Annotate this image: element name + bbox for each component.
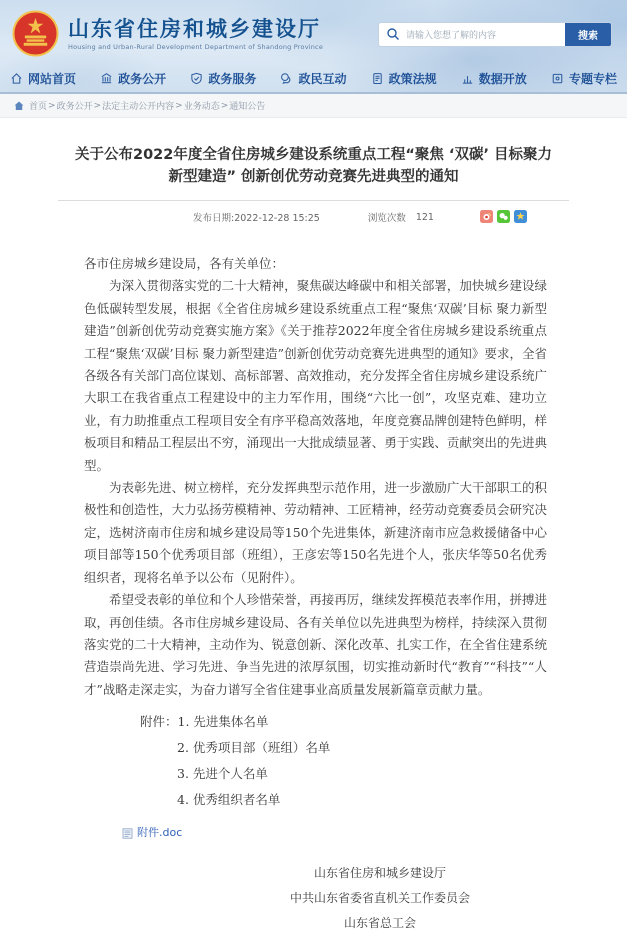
nav-label: 政务服务 [208,72,257,86]
shield-icon [190,72,203,85]
site-header [0,0,627,94]
attachment-item: 1. 先进集体名单 [177,714,269,730]
breadcrumb-separator: > [48,100,56,111]
folder-icon [551,72,564,85]
site-title: 山东省住房和城乡建设厅 [68,16,321,41]
nav-item-open-data[interactable] [461,70,527,87]
document-icon [371,72,384,85]
breadcrumb-separator: > [175,100,183,111]
chat-icon [280,72,293,85]
paragraph: 为深入贯彻落实党的二十大精神，聚焦碳达峰碳中和相关部署，加快城乡建设绿色低碳转型发展，根据《全省住房城乡建设系统重点工程“聚焦‘双碳’目标 聚力新型建造”创新创优劳动竞赛实施方案》《关于推荐2022年度全省住房城乡建设系统重点工程“聚焦‘双碳’目标 聚力新型建造”创新创优劳动竞赛先进典型的通知》要求，全省各级各有关部门高位谋划、高标部署、高效推动，充分发挥全省住房城乡建设系统广大职工在我省重点工程建设中的主力军作用，围绕“六比一创”，攻坚克难、建功立业，有力助推重点工程项目安全有序平稳高效落地，年度竞赛品牌创建特色鲜明，样板项目和精品工程层出不穷，涌现出一大批成绩显著、勇于实践、贡献突出的先进典型。 [84,278,547,473]
nav-item-interaction[interactable] [280,70,346,87]
signature-line: 中共山东省委省直机关工作委员会 [289,890,470,905]
attachment-file-link[interactable] [122,822,547,844]
nav-label: 政策法规 [388,72,437,86]
article-title: 关于公布2022年度全省住房城乡建设系统重点工程“聚焦 ‘双碳’ 目标聚力新型建造” 创新创优劳动竞赛先进典型的通知 [75,147,552,185]
breadcrumb-item-notices[interactable]: 通知公告 [229,102,266,112]
publish-date: 发布日期:2022-12-28 15:25 [193,213,320,224]
site-search [379,23,611,46]
nav-label: 政民互动 [298,72,347,86]
share-buttons [480,210,527,223]
weibo-icon[interactable] [480,210,493,223]
attachment-item: 4. 优秀组织者名单 [177,792,281,808]
attachment-file-name: 附件.doc [137,826,183,840]
home-icon [10,72,23,85]
breadcrumb [0,94,627,118]
national-emblem-logo [12,10,59,57]
views-label: 浏览次数 [367,213,406,224]
signature-line: 山东省总工会 [343,915,416,930]
nav-label: 网站首页 [28,72,77,86]
nav-item-policies[interactable] [371,70,437,87]
attachment-item: 2. 优秀项目部（班组）名单 [177,740,331,756]
signature-block [255,861,505,936]
breadcrumb-item-home[interactable]: 首页 [29,102,48,112]
search-icon [386,27,400,41]
article [0,144,627,936]
breadcrumb-separator: > [93,100,102,111]
article-meta [0,201,627,233]
site-subtitle: Housing and Urban-Rural Development Department of Shandong Province [68,42,324,51]
article-body [0,233,627,936]
nav-label: 政务公开 [118,72,167,86]
attachment-item: 3. 先进个人名单 [177,766,268,782]
nav-item-gov-info[interactable] [100,70,166,87]
paragraph: 希望受表彰的单位和个人珍惜荣誉，再接再厉，继续发挥模范表率作用，拼搏进取，再创佳绩。各市住房城乡建设局、各有关单位以先进典型为榜样，持续深入贯彻落实党的二十大精神，主动作为、锐意创新、深化改革、扎实工作，在全省住建系统营造崇尚先进、学习先进、争当先进的浓厚氛围，切实推动新时代“教育”“科技”“人才”战略走深走实，为奋力谱写全省住建事业高质量发展新篇章贡献力量。 [84,592,547,697]
nav-item-home[interactable] [10,70,76,87]
nav-label: 专题专栏 [568,72,617,86]
breadcrumb-separator: > [220,100,229,111]
breadcrumb-item-disclosure[interactable]: 法定主动公开内容 [102,102,175,112]
attachments-label: 附件： [140,714,178,730]
chart-icon [461,72,474,85]
views-count: 121 [415,211,434,223]
nav-item-special-topics[interactable] [551,70,617,87]
search-input[interactable] [379,23,565,46]
bank-icon [100,72,113,85]
signature-line: 山东省住房和城乡建设厅 [313,865,446,880]
attachment-list [84,709,547,813]
paragraph: 为表彰先进、树立榜样，充分发挥典型示范作用，进一步激励广大干部职工的积极性和创造性，大力弘扬劳模精神、劳动精神、工匠精神，经劳动竞赛委员会研究决定，选树济南市住房和城乡建设局等150个先进集体，新建济南市应急救援储备中心项目部等150个优秀项目部（班组），王彦宏等150名先进个人，张庆华等50名优秀组织者，现将名单予以公布（见附件）。 [84,480,547,585]
doc-file-icon [122,828,133,839]
breadcrumb-item-news[interactable]: 业务动态 [183,102,220,112]
breadcrumb-home-icon [14,101,24,111]
salutation: 各市住房城乡建设局，各有关单位： [84,256,285,271]
breadcrumb-item-gov-info[interactable]: 政务公开 [56,102,93,112]
favorite-star-icon[interactable] [514,210,527,223]
nav-item-gov-services[interactable] [190,70,256,87]
wechat-icon[interactable] [497,210,510,223]
nav-label: 数据开放 [478,72,527,86]
main-nav [0,67,627,92]
search-button[interactable]: 搜索 [565,23,611,46]
